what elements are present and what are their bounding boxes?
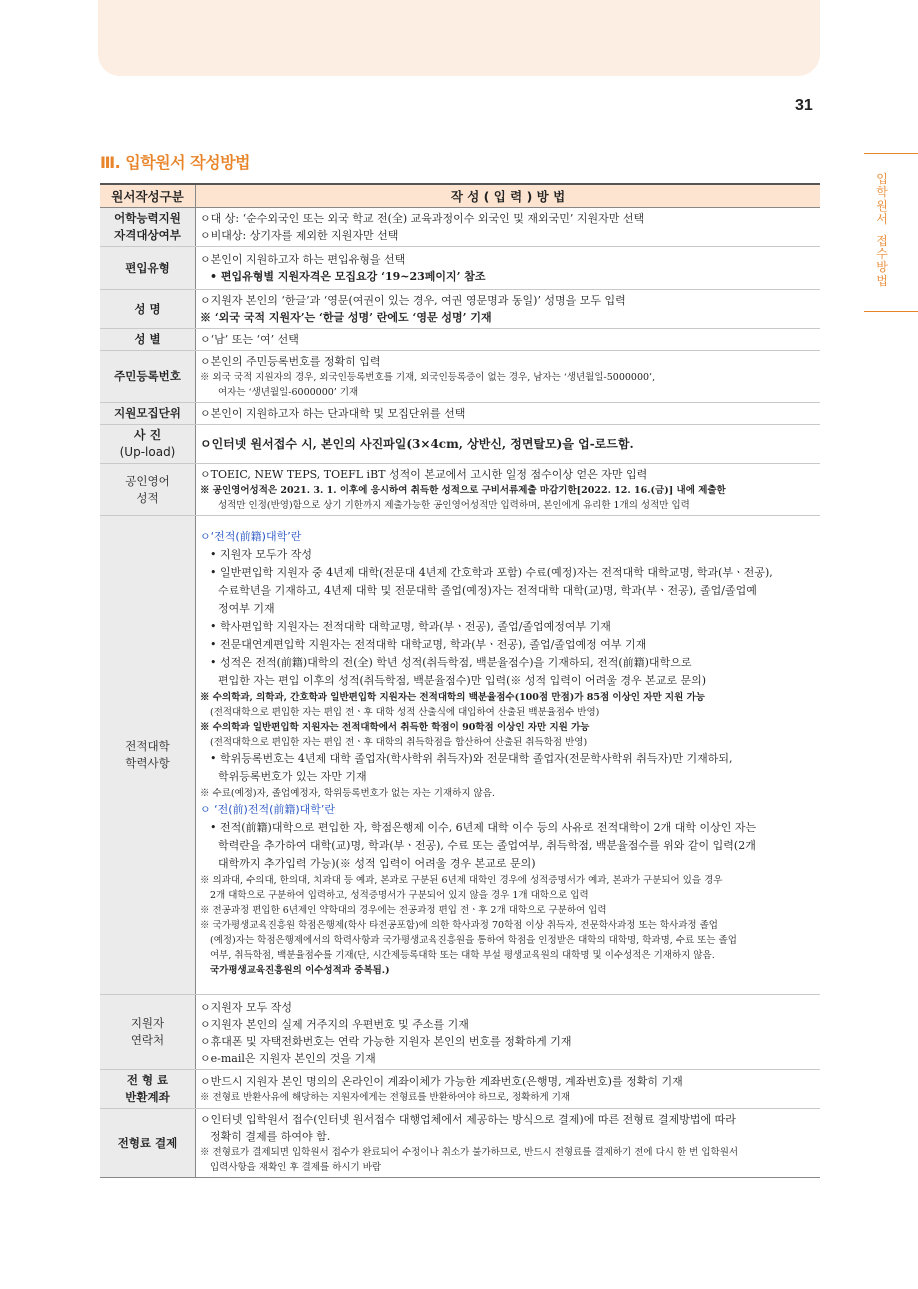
side-tab-divider-top bbox=[864, 153, 918, 154]
content-line: ※ 국가평생교육진흥원 학점은행제(학사 타전공포함)에 의한 학사과정 70학점 이상 취득자, 전문학사과정 또는 학사과정 졸업 bbox=[200, 920, 718, 931]
row-label-text: 공인영어 bbox=[125, 473, 170, 488]
row-label-text: 지원자 bbox=[130, 1016, 165, 1030]
content-line: (전적대학으로 편입한 자는 편입 전ㆍ후 대학 성적 산출식에 대입하여 산출된 백분율점수 반영) bbox=[210, 707, 600, 718]
content-line: 학위등록번호가 있는 자만 기재 bbox=[218, 770, 367, 783]
side-tab-divider-bottom bbox=[864, 311, 918, 312]
content-line: • 학사편입학 지원자는 전적대학 대학교명, 학과(부ㆍ전공), 졸업/졸업예정여부 기재 bbox=[210, 620, 611, 633]
table-row bbox=[100, 351, 820, 403]
content-line: ※ 공인영어성적은 2021. 3. 1. 이후에 응시하여 취득한 성적으로 구비서류제출 마감기한[2022. 12. 16.(금)] 내에 제출한 bbox=[200, 485, 726, 496]
content-line: • 학위등록번호는 4년제 대학 졸업자(학사학위 취득자)와 전문대학 졸업자(전문학사학위 취득자)만 기재하되, bbox=[210, 752, 733, 765]
table-row bbox=[100, 329, 820, 351]
side-tab-char: 학 bbox=[876, 185, 888, 200]
content-line: • 일반편입학 지원자 중 4년제 대학(전문대 4년제 간호학과 포함) 수료(예정)자는 전적대학 대학교명, 학과(부ㆍ전공), bbox=[210, 566, 773, 579]
application-guide-table bbox=[100, 183, 820, 1178]
content-line: ※ 전형료가 결제되면 입학원서 접수가 완료되어 수정이나 취소가 불가하므로, 반드시 전형료를 결제하기 전에 다시 한 번 입학원서 bbox=[200, 1147, 739, 1158]
table-row bbox=[100, 464, 820, 516]
content-line: ㅇ ‘전(前)전적(前籍)대학’란 bbox=[200, 803, 336, 816]
row-content bbox=[196, 516, 821, 995]
row-content bbox=[196, 247, 821, 290]
content-line: ※ ‘외국 국적 지원자’는 ‘한글 성명’ 란에도 ‘영문 성명’ 기재 bbox=[200, 311, 492, 324]
table-row bbox=[100, 403, 820, 425]
table-row bbox=[100, 995, 820, 1070]
side-tab-char: 법 bbox=[876, 273, 888, 288]
row-label bbox=[100, 995, 196, 1070]
row-label bbox=[100, 290, 196, 329]
table-row bbox=[100, 425, 820, 464]
side-tab-char: 접 bbox=[876, 233, 888, 248]
table-header-row bbox=[100, 184, 820, 208]
side-tab-label bbox=[872, 173, 892, 288]
content-line: ㅇ‘전적(前籍)대학’란 bbox=[200, 530, 302, 543]
row-label-text: 전형료 결제 bbox=[117, 1135, 178, 1150]
row-content bbox=[196, 329, 821, 351]
content-line: 여자는 ‘생년월일-6000000’ 기재 bbox=[218, 387, 359, 398]
row-label bbox=[100, 247, 196, 290]
content-line: 2개 대학으로 구분하여 입력하고, 성적증명서가 구분되어 있지 않을 경우 1개 대학으로 입력 bbox=[210, 890, 589, 901]
row-label-text: 성적 bbox=[136, 490, 159, 505]
content-line: 국가평생교육진흥원의 이수성적과 중복됨.) bbox=[210, 965, 390, 976]
table-row bbox=[100, 516, 820, 995]
content-line: ㅇ휴대폰 및 자택전화번호는 연락 가능한 지원자 본인의 번호를 정확하게 기재 bbox=[200, 1035, 572, 1048]
content-line: ㅇe-mail은 지원자 본인의 것을 기재 bbox=[200, 1052, 376, 1065]
row-label-text: 어학능력지원 bbox=[114, 211, 181, 225]
content-line: (예정)자는 학점은행제에서의 학력사항과 국가평생교육진흥원을 통하여 학점을 인정받은 대학의 대학명, 학과명, 수료 또는 졸업 bbox=[210, 935, 737, 946]
header-decoration-band bbox=[98, 0, 820, 76]
content-line: • 전적(前籍)대학으로 편입한 자, 학점은행제 이수, 6년제 대학 이수 등의 사유로 전적대학이 2개 대학 이상인 자는 bbox=[210, 821, 757, 834]
row-label-text: 학력사항 bbox=[125, 756, 170, 770]
row-content bbox=[196, 464, 821, 516]
content-line: ※ 전형료 반환사유에 해당하는 지원자에게는 전형료를 반환하여야 하므로, 정확하게 기재 bbox=[200, 1092, 571, 1103]
row-label bbox=[100, 516, 196, 995]
content-line: 정확히 결제를 하여야 함. bbox=[210, 1130, 331, 1143]
content-line: ㅇ지원자 본인의 실제 거주지의 우편번호 및 주소를 기재 bbox=[200, 1018, 469, 1031]
row-label bbox=[100, 1109, 196, 1178]
side-tab-char: 입 bbox=[876, 172, 888, 186]
row-label bbox=[100, 351, 196, 403]
content-line: ※ 수료(예정)자, 졸업예정자, 학위등록번호가 없는 자는 기재하지 않음. bbox=[200, 788, 495, 799]
content-line: ㅇ본인이 지원하고자 하는 단과대학 및 모집단위를 선택 bbox=[200, 407, 466, 420]
content-line: 성적만 인정(반영)함으로 상기 기한까지 제출가능한 공인영어성적만 입력하며, 본인에게 유리한 1개의 성적만 입력 bbox=[218, 500, 690, 511]
content-line: ※ 전공과정 편입한 6년제인 약학대의 경우에는 전공과정 편입 전ㆍ후 2개 대학으로 구분하여 입력 bbox=[200, 905, 607, 916]
content-line: ※ 수의학과, 의학과, 간호학과 일반편입학 지원자는 전적대학의 백분율점수(100점 만점)가 85점 이상인 자만 지원 가능 bbox=[200, 692, 705, 703]
content-line: ㅇ비대상: 상기자를 제외한 지원자만 선택 bbox=[200, 229, 399, 242]
side-tab-char: 수 bbox=[876, 247, 888, 262]
table-row bbox=[100, 1109, 820, 1178]
content-line: ※ 수의학과 일반편입학 지원자는 전적대학에서 취득한 학점이 90학점 이상인 자만 지원 가능 bbox=[200, 722, 590, 733]
content-line: ㅇ인터넷 입학원서 접수(인터넷 원서접수 대행업체에서 제공하는 방식으로 결제)에 따른 전형료 결제방법에 따라 bbox=[200, 1113, 736, 1126]
table-row bbox=[100, 208, 820, 247]
content-line: 대학까지 추가입력 가능)(※ 성적 입력이 어려울 경우 본교로 문의) bbox=[218, 857, 536, 870]
row-content bbox=[196, 290, 821, 329]
row-label-text: 전 형 료 bbox=[126, 1073, 169, 1087]
row-label-text: 편입유형 bbox=[125, 260, 170, 275]
row-label-text: 지원모집단위 bbox=[114, 406, 181, 420]
content-line: ㅇ본인의 주민등록번호를 정확히 입력 bbox=[200, 355, 381, 368]
content-line: ㅇ반드시 지원자 본인 명의의 온라인이 계좌이체가 가능한 계좌번호(은행명, 계좌번호)를 정확히 기재 bbox=[200, 1075, 683, 1088]
row-content bbox=[196, 1109, 821, 1178]
row-content bbox=[196, 351, 821, 403]
content-line: ㅇTOEIC, NEW TEPS, TOEFL iBT 성적이 본교에서 고시한 일정 점수이상 얻은 자만 입력 bbox=[200, 468, 648, 481]
side-tab-char: 방 bbox=[876, 260, 888, 275]
row-label bbox=[100, 329, 196, 351]
side-tab-char: 원 bbox=[876, 198, 888, 213]
content-line: 학력란을 추가하여 대학(교)명, 학과(부ㆍ전공), 수료 또는 졸업여부, 취득학점, 백분율점수를 위와 같이 입력(2개 bbox=[218, 839, 756, 852]
content-line: ㅇ‘남’ 또는 ‘여’ 선택 bbox=[200, 333, 299, 346]
content-line: 수료학년을 기재하고, 4년제 대학 및 전문대학 졸업(예정)자는 전적대학 대학(교)명, 학과(부ㆍ전공), 졸업/졸업예 bbox=[218, 584, 757, 597]
row-label bbox=[100, 464, 196, 516]
row-label-text: 성 명 bbox=[134, 301, 161, 316]
table-row bbox=[100, 290, 820, 329]
row-label bbox=[100, 403, 196, 425]
content-line: ㅇ본인이 지원하고자 하는 편입유형을 선택 bbox=[200, 253, 406, 266]
content-line: ㅇ인터넷 원서접수 시, 본인의 사진파일(3×4cm, 상반신, 정면탈모)을 업-로드함. bbox=[200, 436, 634, 451]
table-row bbox=[100, 1070, 820, 1109]
row-content bbox=[196, 403, 821, 425]
row-content bbox=[196, 995, 821, 1070]
page-number: 31 bbox=[795, 97, 813, 114]
content-line: 편입한 자는 편입 이후의 성적(취득학점, 백분율점수)만 입력(※ 성적 입력이 어려울 경우 본교로 문의) bbox=[218, 674, 707, 687]
row-label-text: 사 진 bbox=[133, 428, 162, 442]
content-line: • 전문대연계편입학 지원자는 전적대학 대학교명, 학과(부ㆍ전공), 졸업/졸업예정 여부 기재 bbox=[210, 638, 647, 651]
section-title: Ⅲ. 입학원서 작성방법 bbox=[100, 153, 250, 172]
row-label-text: 반환계좌 bbox=[125, 1090, 170, 1104]
row-label-text: 전적대학 bbox=[125, 739, 170, 753]
content-line: 여부, 취득학점, 백분율점수를 기재(단, 시간제등록대학 또는 대학 부설 평생교육원의 대학명 및 이수성적은 기재하지 않음. bbox=[210, 950, 715, 961]
content-line: • 지원자 모두가 작성 bbox=[210, 548, 312, 561]
row-label-text: (Up-load) bbox=[119, 445, 176, 459]
content-line: ㅇ지원자 모두 작성 bbox=[200, 1001, 293, 1014]
row-label-text: 성 별 bbox=[134, 332, 161, 346]
row-label bbox=[100, 425, 196, 464]
row-label bbox=[100, 1070, 196, 1109]
row-label-text: 주민등록번호 bbox=[114, 369, 181, 383]
header-method: 작 성 ( 입 력 ) 방 법 bbox=[196, 184, 821, 208]
content-line: (전적대학으로 편입한 자는 편입 전ㆍ후 대학의 취득학점을 합산하여 산출된 취득학점 반영) bbox=[210, 737, 588, 748]
content-line: ㅇ지원자 본인의 ‘한글’과 ‘영문(여권이 있는 경우, 여권 영문명과 동일)’ 성명을 모두 입력 bbox=[200, 294, 626, 307]
header-category: 원서작성구분 bbox=[100, 184, 196, 208]
side-tab-char: 서 bbox=[876, 212, 888, 227]
row-label-text: 연락처 bbox=[130, 1033, 165, 1047]
content-line: 정여부 기재 bbox=[218, 602, 275, 615]
row-content bbox=[196, 1070, 821, 1109]
row-content bbox=[196, 208, 821, 247]
row-content bbox=[196, 425, 821, 464]
table-row bbox=[100, 247, 820, 290]
content-line: 입력사항을 재확인 후 결제를 하시기 바람 bbox=[210, 1162, 382, 1173]
content-line: ㅇ대 상: ‘순수외국인 또는 외국 학교 전(全) 교육과정이수 외국인 및 재외국민’ 지원자만 선택 bbox=[200, 212, 645, 225]
content-line: • 편입유형별 지원자격은 모집요강 ‘19~23페이지’ 참조 bbox=[210, 270, 486, 283]
content-line: ※ 외국 국적 지원자의 경우, 외국인등록번호를 기재, 외국인등록증이 없는 경우, 남자는 ‘생년월일-5000000’, bbox=[200, 372, 656, 383]
row-label-text: 자격대상여부 bbox=[114, 228, 181, 242]
row-label bbox=[100, 208, 196, 247]
content-line: ※ 의과대, 수의대, 한의대, 치과대 등 예과, 본과로 구분된 6년제 대학인 경우에 성적증명서가 예과, 본과가 구분되어 있을 경우 bbox=[200, 875, 723, 886]
content-line: • 성적은 전적(前籍)대학의 전(全) 학년 성적(취득학점, 백분율점수)을 기재하되, 전적(前籍)대학으로 bbox=[210, 656, 692, 669]
